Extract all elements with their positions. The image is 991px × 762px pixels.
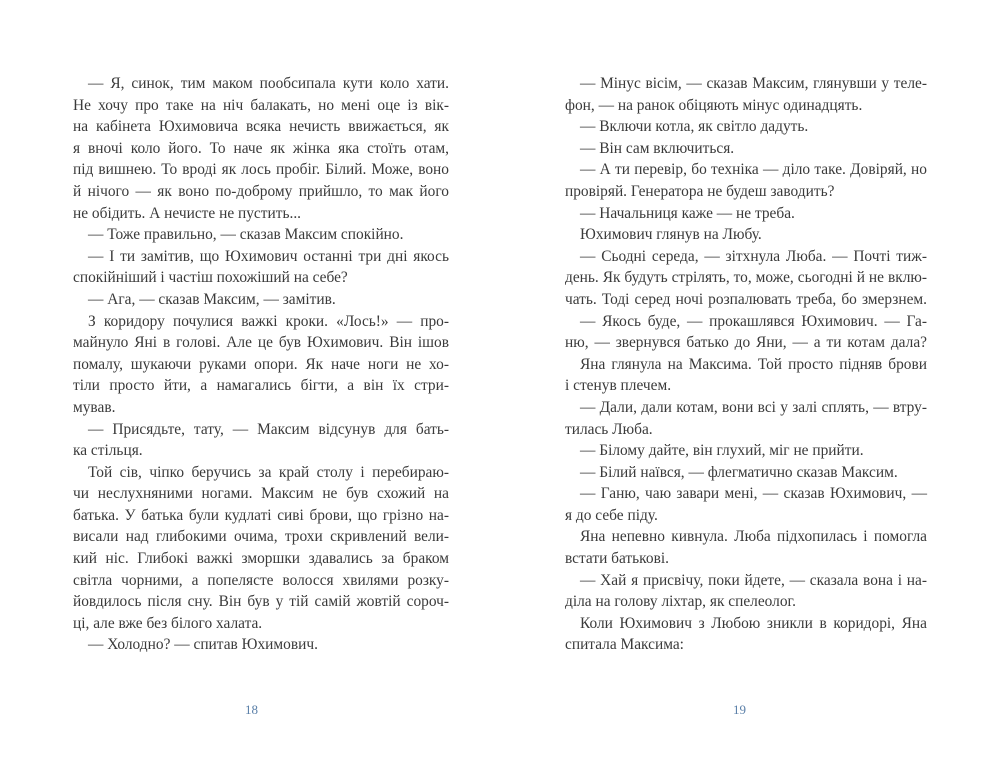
text-line: спокійніший і частіш похожіший на себе? [73, 269, 348, 287]
text-line: — І ти замітив, що Юхимович останні три дні якось [88, 247, 449, 265]
text-line: — А ти перевір, бо техніка — діло таке. Довіряй, но [580, 161, 927, 179]
right-page-number: 19 [733, 702, 746, 717]
text-line: — Включи котла, як світло дадуть. [580, 118, 809, 136]
text-line: помалу, шукаючи руками опори. Як наче ноги не хо- [73, 355, 449, 373]
text-line: Той сів, чіпко беручись за край столу і перебираю- [88, 463, 449, 481]
text-line: день. Як будуть стрілять, то, може, сьогодні й не вклю- [565, 269, 927, 287]
text-line: — Холодно? — спитав Юхимович. [88, 636, 318, 654]
text-line: Яна глянула на Максима. Той просто підняв брови [580, 355, 927, 373]
text-line: тіли просто йти, а намагались бігти, а він їх стри- [73, 377, 449, 395]
text-line: — Ага, — сказав Максим, — замітив. [88, 290, 336, 308]
text-line: — Тоже правильно, — сказав Максим спокійно. [88, 226, 404, 244]
text-line: Не хочу про таке на ніч балакать, но мені оце із вік- [73, 96, 449, 114]
text-line: — Начальниця каже — не треба. [580, 204, 795, 222]
right-page-text [565, 73, 927, 656]
left-page-text [73, 73, 449, 656]
text-line: — Дали, дали котам, вони всі у залі сплять, — втру- [580, 398, 927, 416]
text-line: мував. [73, 398, 116, 416]
text-line: і стенув плечем. [565, 377, 672, 395]
text-line: майнуло Яні в голові. Але це був Юхимович. Він ішов [73, 334, 449, 352]
text-line: — Мінус вісім, — сказав Максим, глянувши у теле- [580, 75, 927, 92]
text-line: — Хай я присвічу, поки йдете, — сказала вона і на- [580, 571, 927, 589]
text-line: — Ганю, чаю завари мені, — сказав Юхимович, — [580, 485, 927, 503]
text-line: — Він сам включиться. [580, 139, 735, 157]
text-line: — Білий наївся, — флегматично сказав Максим. [580, 463, 898, 481]
text-line: кий ніс. Глибокі важкі зморшки здавались за браком [73, 550, 449, 568]
text-line: Коли Юхимович з Любою зникли в коридорі, Яна [580, 614, 927, 632]
text-line: я до себе піду. [565, 506, 658, 524]
text-line: не обідить. А нечисте не пустить... [73, 204, 302, 222]
text-line: чать. Тоді серед ночі розпалювать треба, бо змерзнем. [565, 290, 927, 308]
text-line: — Сьодні середа, — зітхнула Люба. — Почті тиж- [580, 247, 927, 265]
text-line: — Якось буде, — прокашлявся Юхимович. — Га- [580, 312, 927, 330]
text-line: — Присядьте, тату, — Максим відсунув для бать- [88, 420, 449, 438]
text-line: на кабінета Юхимовича всяка нечисть ввижається, як [73, 118, 449, 136]
text-line: батька. У батька були кудлаті сиві брови, що грізно на- [73, 506, 449, 524]
text-line: спитала Максима: [565, 636, 684, 654]
left-page-number: 18 [245, 702, 258, 717]
text-line: ка стільця. [73, 442, 143, 460]
text-line: під вишнею. То вроді як лось пробіг. Білий. Може, воно [73, 161, 449, 179]
text-line: фон, — на ранок обіцяють мінус одинадцять. [565, 96, 863, 114]
text-line: Юхимович глянув на Любу. [580, 226, 762, 244]
text-line: — Білому дайте, він глухий, міг не прийти. [580, 442, 864, 460]
text-line: я вночі коло його. То наче як жінка яка стоїть отам, [73, 139, 449, 157]
text-line: З коридору почулися важкі кроки. «Лось!» — про- [88, 312, 449, 330]
text-line: й нічого — як воно по-доброму прийшло, то мак його [73, 182, 449, 200]
text-line: ці, але вже без білого халата. [73, 614, 263, 632]
text-line: Яна непевно кивнула. Люба підхопилась і помогла [580, 528, 927, 546]
text-line: йовдилось після сну. Він був у тій самій жовтій сороч- [73, 593, 449, 611]
text-line: — Я, синок, тим маком пообсипала кути коло хати. [88, 75, 449, 92]
text-line: ню, — звернувся батько до Яни, — а ти котам дала? [565, 334, 927, 352]
text-line: провіряй. Генератора не будеш заводить? [565, 182, 835, 200]
text-line: чи неслухняними ногами. Максим не був схожий на [73, 485, 449, 503]
text-line: тилась Люба. [565, 420, 653, 438]
text-line: діла на голову ліхтар, як спелеолог. [565, 593, 796, 611]
text-line: світла чорними, а попелясте волосся хвилями розку- [73, 571, 449, 589]
text-line: встати батькові. [565, 550, 669, 568]
text-line: висали над глибокими очима, трохи скривлений вели- [73, 528, 449, 546]
